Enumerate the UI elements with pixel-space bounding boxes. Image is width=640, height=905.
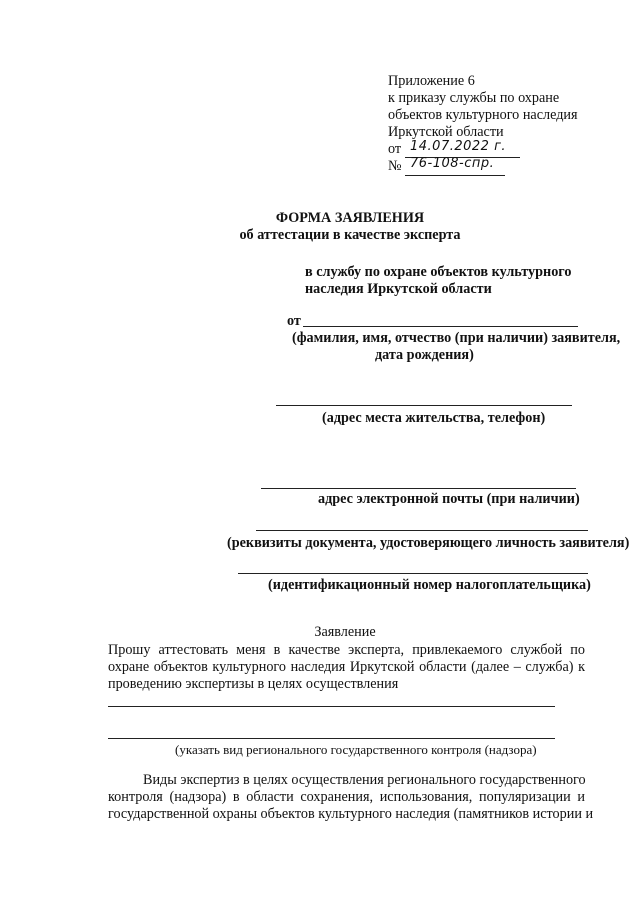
address-field-line[interactable] — [276, 405, 572, 406]
control-field-line[interactable] — [108, 738, 555, 739]
name-field-line[interactable] — [303, 326, 578, 327]
document-field-hint: (реквизиты документа, удостоверяющего личность заявителя) — [227, 535, 630, 551]
from-label: от — [287, 313, 301, 329]
statement-title: Заявление — [314, 624, 376, 640]
appendix-order-line: к приказу службы по охране — [388, 90, 560, 106]
name-field-hint: дата рождения) — [375, 347, 474, 363]
control-field-hint: (указать вид регионального государственного контроля (надзора) — [175, 742, 537, 757]
addressee-line: в службу по охране объектов культурного — [305, 264, 572, 280]
document-field-line[interactable] — [256, 530, 588, 531]
name-field-hint: (фамилия, имя, отчество (при наличии) заявителя, — [292, 330, 621, 346]
control-field-line[interactable] — [108, 706, 555, 707]
statement-text-line: охране объектов культурного наследия Иркутской области (далее – служба) к — [108, 659, 585, 675]
statement-text-line: проведению экспертизы в целях осуществления — [108, 676, 399, 692]
form-subtitle: об аттестации в качестве эксперта — [239, 227, 461, 243]
number-underline — [405, 175, 505, 176]
appendix-date-label: от — [388, 141, 402, 157]
expertise-text-line: государственной охраны объектов культурного наследия (памятников истории и — [108, 806, 594, 822]
email-field-hint: адрес электронной почты (при наличии) — [318, 491, 580, 507]
appendix-order-line: Иркутской области — [388, 124, 504, 140]
statement-text-line: Прошу аттестовать меня в качестве эксперта, привлекаемого службой по — [108, 642, 585, 658]
appendix-order-line: объектов культурного наследия — [388, 107, 578, 123]
inn-field-hint: (идентификационный номер налогоплательщика) — [268, 577, 591, 593]
inn-field-line[interactable] — [238, 573, 588, 574]
email-field-line[interactable] — [261, 488, 576, 489]
addressee-line: наследия Иркутской области — [305, 281, 492, 297]
expertise-text-line: Виды экспертиз в целях осуществления регионального государственного — [143, 772, 586, 788]
address-field-hint: (адрес места жительства, телефон) — [322, 410, 546, 426]
expertise-text-line: контроля (надзора) в области сохранения, использования, популяризации и — [108, 789, 585, 805]
appendix-number-label: № — [388, 158, 402, 174]
appendix-date-handwritten: 14.07.2022 г. — [410, 139, 507, 154]
appendix-number-handwritten: 76-108-спр. — [410, 156, 495, 171]
appendix-title: Приложение 6 — [388, 73, 475, 89]
form-title: ФОРМА ЗАЯВЛЕНИЯ — [275, 210, 425, 226]
